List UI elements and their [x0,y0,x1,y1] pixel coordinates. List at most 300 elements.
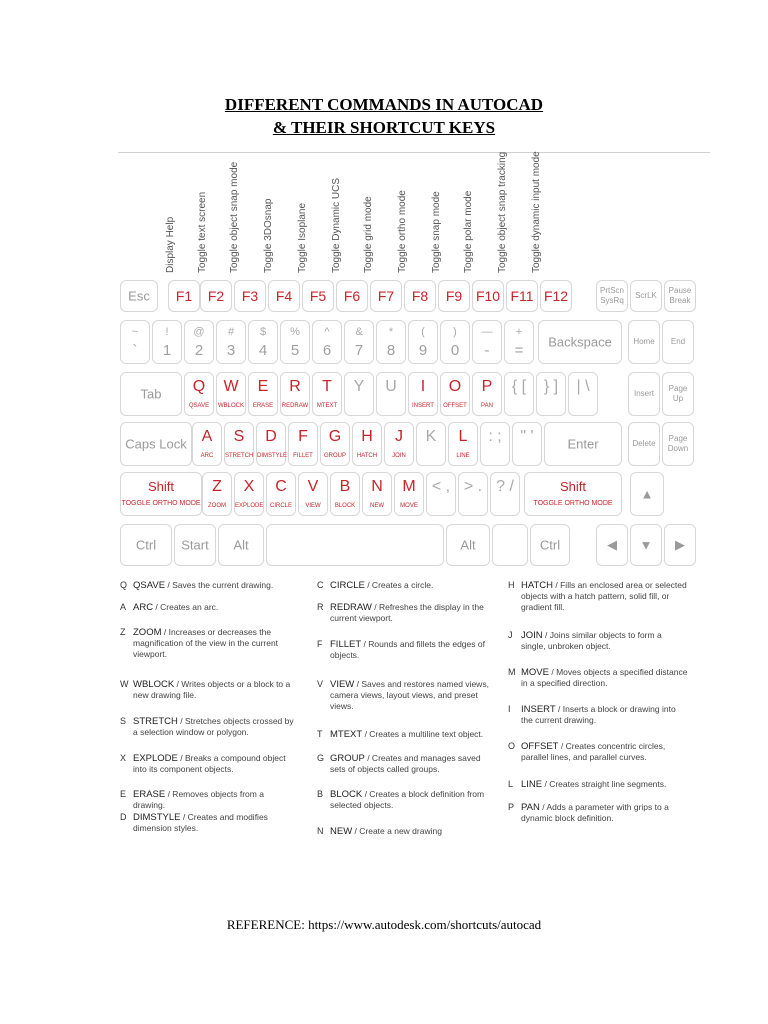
key-letter-char: { [ [511,378,527,395]
legend-command: QSAVE [133,580,166,591]
key-letter[interactable] [394,472,424,516]
key-letter-char: Q [192,378,206,395]
key-command: VIEW [305,503,321,509]
key-letter[interactable] [490,472,520,516]
key-letter-char: W [223,378,239,395]
key-pagedown-label: Page Down [667,434,689,453]
key-letter-char: T [322,378,332,395]
key-letter-char: | \ [576,378,590,395]
legend-entry [508,741,688,763]
key-arrow-right[interactable] [664,524,696,566]
key-letter[interactable] [312,372,342,416]
legend-text [330,602,489,624]
legend-key: X [120,753,127,763]
key-letter[interactable] [234,472,264,516]
key-enter[interactable] [544,422,622,466]
key-start-label: Start [181,537,209,553]
fn-label [531,151,568,273]
key-number[interactable] [376,320,406,364]
legend-text [330,753,489,775]
key-alt-left[interactable] [218,524,264,566]
key-f4[interactable] [268,280,300,312]
legend-key: I [508,704,511,714]
key-arrow-left-label: ◀ [607,537,617,552]
key-f12-label: F12 [543,288,569,304]
key-letter[interactable] [408,372,438,416]
key-letter[interactable] [536,372,566,416]
key-home-label: Home [633,337,655,346]
key-letter-char: J [395,428,403,445]
key-letter-char: E [257,378,269,395]
key-letter[interactable] [512,422,542,466]
key-command: REDRAW [281,403,309,409]
key-letter[interactable] [330,472,360,516]
legend-description: / Creates concentric circles, parallel lines, and parallel curves. [521,741,666,762]
key-number[interactable] [152,320,182,364]
key-command: ARC [200,453,214,459]
legend-key: V [317,679,324,689]
fn-label [297,163,334,273]
key-letter[interactable] [202,472,232,516]
key-f5[interactable] [302,280,334,312]
key-arrow-up-label: ▲ [640,486,654,502]
key-letter[interactable] [216,372,246,416]
key-insert[interactable] [628,372,660,416]
legend-entry [508,802,688,824]
key-command: INSERT [412,403,434,409]
key-ctrl-right-label: Ctrl [539,537,561,553]
key-shift-char: $ [259,326,267,338]
legend-key: M [508,667,516,677]
key-letter[interactable] [480,422,510,466]
key-shift-char: — [481,326,493,338]
key-tab-label: Tab [140,386,162,402]
legend-text [133,812,296,834]
legend-key: T [317,729,323,739]
legend-command: LINE [521,779,543,790]
legend-command: ZOOM [133,627,162,638]
reference-text: REFERENCE: https://www.autodesk.com/shortcuts/autocad [226,917,542,932]
key-command: QSAVE [188,403,210,409]
key-base-char: 1 [162,342,172,359]
key-command: STRETCH [225,453,254,459]
fn-label-text: Toggle text screen [197,191,208,273]
key-letter[interactable] [448,422,478,466]
legend-description: / Saves the current drawing. [165,580,274,590]
key-shift-char: ^ [324,326,330,338]
key-f9-label: F9 [445,288,463,304]
legend-key: A [120,602,127,612]
key-tab[interactable] [120,372,182,416]
key-arrow-down[interactable] [630,524,662,566]
legend-entry [317,753,489,775]
fn-label-text: Toggle ortho mode [397,190,408,273]
key-arrow-right-label: ▶ [675,537,685,552]
key-letter[interactable] [184,372,214,416]
key-number[interactable] [312,320,342,364]
key-pause-label: Pause Break [668,286,692,305]
legend-text [133,789,296,811]
legend-text [521,802,688,824]
key-letter-char: > . [463,478,483,495]
key-letter[interactable] [256,422,286,466]
fn-label [363,163,400,273]
legend-command: EXPLODE [133,753,178,764]
legend-text [330,826,489,837]
key-letter-char: P [481,378,493,395]
legend-text [521,580,688,613]
key-command: MTEXT [316,403,338,409]
legend-text [521,704,688,726]
key-pageup[interactable] [662,372,694,416]
legend-description: / Adds a parameter with grips to a dynamic block definition. [521,802,669,823]
key-letter-char: R [289,378,301,395]
key-letter-char: D [265,428,277,445]
key-letter-char: M [402,478,416,495]
key-base-char: 7 [354,342,364,359]
key-shift-left[interactable] [120,472,202,516]
key-number[interactable] [440,320,470,364]
key-letter-char: L [458,428,468,445]
legend-description: / Rounds and fillets the edges of objects. [330,639,485,660]
legend-key: J [508,630,513,640]
legend-entry [317,826,489,837]
legend-entry [317,580,489,591]
legend-command: MOVE [521,667,549,678]
key-base-char: 3 [226,342,236,359]
key-pause[interactable] [664,280,696,312]
key-f1[interactable] [168,280,200,312]
legend-description: / Saves and restores named views, camera views, layout views, and preset views. [330,679,489,711]
key-command: DIMSTYLE [257,453,288,459]
legend-description: / Create a new drawing [352,826,442,836]
legend-description: / Fills an enclosed area or selected objects with a hatch pattern, solid fill, or gradient fill. [521,580,687,612]
legend-entry [120,716,296,738]
key-number[interactable] [184,320,214,364]
key-letter-char: O [448,378,462,395]
legend-key: E [120,789,127,799]
legend-description: / Refreshes the display in the current viewport. [330,602,484,623]
key-number[interactable] [280,320,310,364]
key-number[interactable] [216,320,246,364]
key-letter-char: : ; [488,428,502,445]
key-shift-char: * [388,326,394,338]
legend-entry [508,704,688,726]
key-pageup-label: Page Up [668,384,688,403]
key-letter[interactable] [376,372,406,416]
key-base-char: - [484,342,490,359]
key-spacer[interactable] [492,524,528,566]
key-letter[interactable] [288,422,318,466]
key-esc[interactable] [120,280,158,312]
key-letter[interactable] [384,422,414,466]
fn-label [263,163,300,273]
key-delete[interactable] [628,422,660,466]
legend-command: ARC [133,602,154,613]
key-number[interactable] [344,320,374,364]
key-letter[interactable] [416,422,446,466]
legend-entry [120,789,296,811]
legend-command: DIMSTYLE [133,812,181,823]
key-letter-char: B [339,478,351,495]
key-shift-char: + [515,326,523,338]
legend-description: / Creates a circle. [364,580,434,590]
key-shift-right[interactable] [524,472,622,516]
fn-label-text: Toggle object snap mode [229,161,240,273]
legend-command: HATCH [521,580,554,591]
legend-command: BLOCK [330,789,363,800]
key-letter[interactable] [362,472,392,516]
key-f12[interactable] [540,280,572,312]
key-letter[interactable] [504,372,534,416]
key-number[interactable] [120,320,150,364]
key-letter-char: ? / [496,478,514,495]
fn-label-text: Toggle snap mode [431,191,442,273]
fn-label [229,161,266,273]
legend-text [521,630,688,652]
key-shift-char: % [290,326,300,338]
fn-label-text: Toggle Dynamic UCS [331,177,342,273]
key-f6[interactable] [336,280,368,312]
key-caps-lock[interactable] [120,422,192,466]
legend-description: / Breaks a compound object into its component objects. [133,753,286,774]
legend-description: / Inserts a block or drawing into the current drawing. [521,704,676,725]
key-number[interactable] [504,320,534,364]
legend-description: / Writes objects or a block to a new drawing file. [133,679,291,700]
legend-key: O [508,741,516,751]
page-subtitle: & THEIR SHORTCUT KEYS [272,118,496,137]
legend-text [521,741,688,763]
key-alt-right[interactable] [446,524,490,566]
key-insert-label: Insert [633,389,654,398]
legend-text [133,627,296,660]
key-command: CIRCLE [269,503,292,509]
key-ctrl-left[interactable] [120,524,172,566]
key-letter[interactable] [224,422,254,466]
key-pagedown[interactable] [662,422,694,466]
legend-entry [120,753,296,775]
legend-text [133,602,296,613]
key-letter-char: < , [431,478,451,495]
key-command: OFFSET [443,403,467,409]
legend-entry [508,779,688,790]
key-f6-label: F6 [343,288,361,304]
key-arrow-up[interactable] [630,472,664,516]
key-letter-char: C [275,478,287,495]
key-base-char: 9 [418,342,428,359]
key-f11[interactable] [506,280,538,312]
key-shift-char: # [227,326,235,338]
key-letter[interactable] [352,422,382,466]
key-arrow-down-label: ▼ [639,537,653,553]
legend-text [521,779,688,790]
key-f2[interactable] [200,280,232,312]
legend-entry [120,602,296,613]
legend-text [330,639,489,661]
fn-label-text: Toggle object snap tracking [497,151,508,273]
key-ctrl-right[interactable] [530,524,570,566]
key-number[interactable] [472,320,502,364]
legend-command: JOIN [521,630,543,641]
legend-key: D [120,812,127,822]
key-letter[interactable] [320,422,350,466]
key-f10[interactable] [472,280,504,312]
key-ctrl-left-label: Ctrl [135,537,157,553]
legend-text [330,580,489,591]
key-letter-char: Y [353,378,365,395]
fn-label-text: Toggle dynamic input mode [531,151,542,273]
legend-command: INSERT [521,704,556,715]
key-letter[interactable] [280,372,310,416]
key-f2-label: F2 [207,288,225,304]
legend-text [133,716,296,738]
key-prtscn-label: PrtScn SysRq [599,286,624,305]
legend-entry [317,789,489,811]
key-base-char: 8 [386,342,396,359]
fn-label-text: Toggle 3DOsnap [263,198,274,273]
legend-description: / Creates straight line segments. [542,779,667,789]
legend-description: / Increases or decreases the magnification of the view in the current viewport. [133,627,279,659]
key-shift-char: ) [453,326,457,338]
key-shift-left-desc: TOGGLE ORTHO MODE [121,500,201,507]
key-delete-label: Delete [632,439,656,448]
key-f8-label: F8 [411,288,429,304]
key-base-char: = [514,342,524,359]
key-scrlk[interactable] [630,280,662,312]
legend-entry [317,639,489,661]
legend-command: REDRAW [330,602,372,613]
key-letter-char: I [420,378,426,395]
legend-description: / Joins similar objects to form a single, unbroken object. [521,630,662,651]
key-letter-char: F [298,428,308,445]
key-esc-label: Esc [128,288,150,304]
key-shift-left-label: Shift [147,479,174,494]
key-f3-label: F3 [241,288,259,304]
legend-key: R [317,602,324,612]
fn-label-text: Display Help [165,216,176,273]
key-base-char: 0 [450,342,460,359]
key-f3[interactable] [234,280,266,312]
legend-command: GROUP [330,753,365,764]
fn-label-text: Toggle Isoplane [297,202,308,273]
key-shift-char: @ [193,326,205,338]
legend-key: C [317,580,324,590]
key-command: NEW [370,503,384,509]
key-letter[interactable] [568,372,598,416]
legend-entry [120,627,296,660]
key-prtscn[interactable] [596,280,628,312]
key-f7-label: F7 [377,288,395,304]
legend-text [330,789,489,811]
key-base-char: 5 [290,342,300,359]
fn-label [463,163,500,273]
legend-description: / Creates a multiline text object. [362,729,484,739]
legend-entry [317,729,489,740]
legend-command: FILLET [330,639,362,650]
key-letter-char: " ' [520,428,534,445]
legend-key: W [120,679,129,689]
key-letter-char: G [328,428,342,445]
key-letter[interactable] [298,472,328,516]
key-letter[interactable] [458,472,488,516]
key-shift-char: ( [421,326,425,338]
key-base-char: 2 [194,342,204,359]
legend-description: / Creates an arc. [153,602,219,612]
key-shift-char: & [355,326,363,338]
key-letter-char: A [201,428,213,445]
key-number[interactable] [408,320,438,364]
legend-command: WBLOCK [133,679,175,690]
key-backspace[interactable] [538,320,622,364]
key-command: FILLET [293,453,313,459]
key-letter[interactable] [248,372,278,416]
key-scrlk-label: ScrLK [635,291,657,300]
key-f4-label: F4 [275,288,293,304]
key-letter[interactable] [426,472,456,516]
legend-command: PAN [521,802,540,813]
key-f8[interactable] [404,280,436,312]
key-f7[interactable] [370,280,402,312]
legend-key: Z [120,627,126,637]
key-letter[interactable] [192,422,222,466]
key-f9[interactable] [438,280,470,312]
key-enter-label: Enter [567,436,599,452]
fn-label-text: Toggle polar mode [463,190,474,273]
key-alt-left-label: Alt [233,537,249,553]
legend-command: CIRCLE [330,580,365,591]
key-letter[interactable] [440,372,470,416]
legend-description: / Moves objects a specified distance in a specified direction. [521,667,688,688]
key-arrow-left[interactable] [596,524,628,566]
key-letter-char: U [385,378,397,395]
fn-label-text: Toggle grid mode [363,196,374,273]
legend-entry [508,630,688,652]
key-f1-label: F1 [175,288,193,304]
key-base-char: 4 [258,342,268,359]
legend-command: NEW [330,826,353,837]
key-shift-char: ~ [131,326,139,338]
legend-key: P [508,802,515,812]
key-command: EXPLODE [235,503,264,509]
legend-key: Q [120,580,128,590]
key-base-char: 6 [322,342,332,359]
key-letter[interactable] [472,372,502,416]
key-letter[interactable] [266,472,296,516]
page-title: DIFFERENT COMMANDS IN AUTOCAD [224,95,544,114]
legend-text [330,729,489,740]
key-spacebar[interactable] [266,524,444,566]
key-letter-char: H [361,428,373,445]
key-start[interactable] [174,524,216,566]
key-letter[interactable] [344,372,374,416]
legend-command: VIEW [330,679,355,690]
key-home[interactable] [628,320,660,364]
legend-command: ERASE [133,789,166,800]
legend-text [330,679,489,712]
key-letter-char: X [243,478,255,495]
key-end[interactable] [662,320,694,364]
legend-description: / Creates a block definition from selected objects. [330,789,485,810]
legend-key: G [317,753,325,763]
key-letter-char: V [307,478,319,495]
key-command: PAN [481,403,493,409]
key-letter-char: N [371,478,383,495]
legend-entry [508,580,688,613]
legend-entry [508,667,688,689]
fn-label [397,163,434,273]
key-command: JOIN [392,453,406,459]
key-number[interactable] [248,320,278,364]
